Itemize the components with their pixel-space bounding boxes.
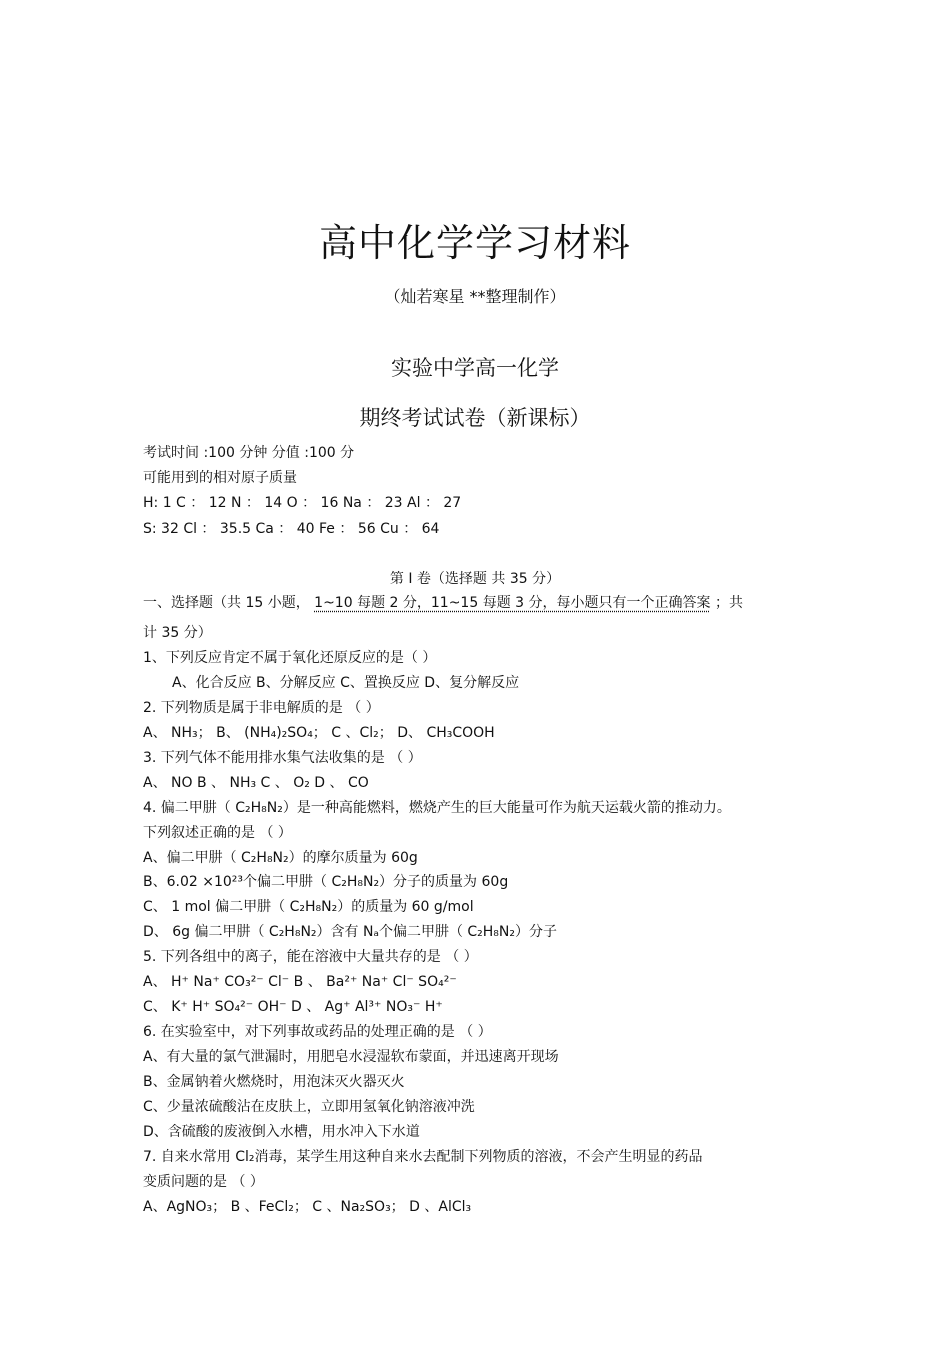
question-7-options: A、AgNO₃； B 、FeCl₂； C 、Na₂SO₃； D 、AlCl₃ bbox=[143, 1199, 472, 1215]
question-4-option-a: A、偏二甲肼（ C₂H₈N₂）的摩尔质量为 60g bbox=[143, 850, 418, 866]
section-intro-end: ；共 bbox=[710, 595, 743, 611]
question-5: 5. 下列各组中的离子，能在溶液中大量共存的是 （ ） bbox=[143, 949, 478, 965]
section-intro-total: 计 35 分） bbox=[143, 625, 212, 641]
section-intro bbox=[143, 594, 743, 612]
question-6-option-a: A、有大量的氯气泄漏时，用肥皂水浸湿软布蒙面，并迅速离开现场 bbox=[143, 1049, 559, 1065]
question-6-option-b: B、金属钠着火燃烧时，用泡沫灭火器灭火 bbox=[143, 1074, 405, 1090]
section-heading: 第 Ⅰ 卷（选择题 共 35 分） bbox=[389, 571, 561, 587]
section-intro-scoring: 1~10 每题 2 分，11~15 每题 3 分，每小题只有一个正确答案 bbox=[314, 595, 711, 611]
exam-heading: 期终考试试卷（新课标） bbox=[359, 406, 591, 430]
question-1: 1、下列反应肯定不属于氧化还原反应的是（ ） bbox=[143, 650, 437, 666]
question-6: 6. 在实验室中，对下列事故或药品的处理正确的是 （ ） bbox=[143, 1024, 492, 1040]
question-2: 2. 下列物质是属于非电解质的是 （ ） bbox=[143, 700, 380, 716]
question-7: 7. 自来水常用 Cl₂消毒，某学生用这种自来水去配制下列物质的溶液，不会产生明显的药品 bbox=[143, 1149, 703, 1165]
atomic-mass-intro: 可能用到的相对原子质量 bbox=[143, 470, 297, 486]
question-2-options: A、 NH₃； B、 (NH₄)₂SO₄； C 、Cl₂； D、 CH₃COOH bbox=[143, 725, 495, 741]
question-6-option-d: D、含硫酸的废液倒入水槽，用水冲入下水道 bbox=[143, 1124, 420, 1140]
question-4-prompt: 下列叙述正确的是 （ ） bbox=[143, 825, 292, 841]
page-subtitle: （灿若寒星 **整理制作） bbox=[384, 287, 566, 306]
question-4: 4. 偏二甲肼（ C₂H₈N₂）是一种高能燃料，燃烧产生的巨大能量可作为航天运载火箭的推动力。 bbox=[143, 800, 731, 816]
atomic-mass-row-1: H: 1 C ： 12 N ： 14 O ： 16 Na ： 23 Al ： 27 bbox=[143, 495, 462, 511]
question-5-options-ab: A、 H⁺ Na⁺ CO₃²⁻ Cl⁻ B 、 Ba²⁺ Na⁺ Cl⁻ SO₄²⁻ bbox=[143, 974, 457, 990]
question-6-option-c: C、少量浓硫酸沾在皮肤上，立即用氢氧化钠溶液冲洗 bbox=[143, 1099, 475, 1115]
question-5-options-cd: C、 K⁺ H⁺ SO₄²⁻ OH⁻ D 、 Ag⁺ Al³⁺ NO₃⁻ H⁺ bbox=[143, 999, 443, 1015]
question-4-option-c: C、 1 mol 偏二甲肼（ C₂H₈N₂）的质量为 60 g/mol bbox=[143, 899, 474, 915]
page-title: 高中化学学习材料 bbox=[318, 221, 631, 265]
question-4-option-d: D、 6g 偏二甲肼（ C₂H₈N₂）含有 Nₐ个偏二甲肼（ C₂H₈N₂）分子 bbox=[143, 924, 558, 940]
school-heading: 实验中学高一化学 bbox=[391, 356, 559, 380]
question-3: 3. 下列气体不能用排水集气法收集的是 （ ） bbox=[143, 750, 422, 766]
section-intro-start: 一、选择题（共 15 小题， bbox=[143, 595, 315, 611]
question-1-options: A、化合反应 B、分解反应 C、置换反应 D、复分解反应 bbox=[172, 675, 520, 691]
atomic-mass-row-2: S: 32 Cl ： 35.5 Ca ： 40 Fe ： 56 Cu ： 64 bbox=[143, 521, 440, 537]
question-7-prompt: 变质问题的是 （ ） bbox=[143, 1174, 264, 1190]
question-3-options: A、 NO B 、 NH₃ C 、 O₂ D 、 CO bbox=[143, 775, 369, 791]
question-4-option-b: B、6.02 ×10²³个偏二甲肼（ C₂H₈N₂）分子的质量为 60g bbox=[143, 874, 509, 890]
exam-time-info: 考试时间 :100 分钟 分值 :100 分 bbox=[143, 445, 355, 461]
